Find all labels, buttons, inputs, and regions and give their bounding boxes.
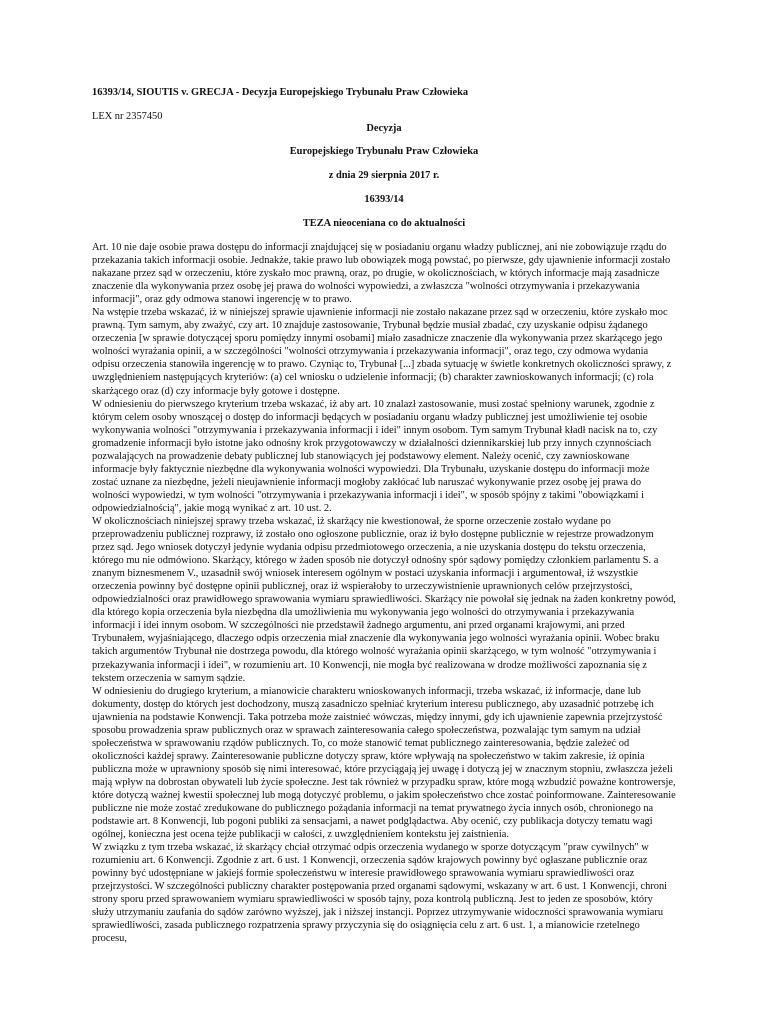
decision-date: z dnia 29 sierpnia 2017 r. — [328, 170, 440, 181]
thesis-label: TEZA nieoceniana co do aktualności — [302, 218, 466, 229]
thesis-body — [92, 241, 676, 946]
paragraph: W związku z tym trzeba wskazać, iż skarżący chciał otrzymać odpis orzeczenia wydanego w sporze dotyczącym "praw cywilnych" w rozumieniu art. 6 Konwencji. Zgodnie z art. 6 ust. 1 Konwencji, orzeczenia sądów krajowych powinny być ogłaszane publicznie oraz powinny być udostępniane w jakiejś formie społeczeństwu w interesie prawidłowego sprawowania wymiaru sprawiedliwości oraz przejrzystości. W szczególności publiczny charakter postępowania przed organami sądowymi, wskazany w art. 6 ust. 1 Konwencji, chroni strony sporu przed sprawowaniem wymiaru sprawiedliwości w sposób tajny, poza kontrolą publiczną. Jest to jeden ze sposobów, który służy utrzymaniu zaufania do sądów zarówno wyższej, jak i niższej instancji. Poprzez utrzymywanie widoczności sprawowania wymiaru sprawiedliwości, zasada publicznego rozpatrzenia sprawy przyczynia się do osiągnięcia celu z art. 6 ust. 1, a mianowicie rzetelnego procesu, — [92, 842, 668, 945]
paragraph: W odniesieniu do pierwszego kryterium trzeba wskazać, iż aby art. 10 znalazł zastosowanie, musi zostać spełniony warunek, zgodnie z którym celem osoby wnoszącej o dostęp do informacji będących w posiadaniu organu władzy publicznej jest umożliwienie tej osobie wykonywania wolności "otrzymywania i przekazywania informacji i idei" innym osobom. Tym samym Trybunał kładł nacisk na to, czy gromadzenie informacji było istotne jako odnośny krok przygotowawczy w działalności dziennikarskiej lub przy innych czynnościach pozwalających na prowadzenie debaty publicznej lub stanowiących jej podstawowy element. Należy ocenić, czy zawnioskowane informacje były faktycznie niezbędne dla wykonywania wolności wypowiedzi. Dla Trybunału, uzyskanie dostępu do informacji może zostać uznane za niezbędne, jeżeli nieujawnienie informacji mogłoby zakłócać lub naruszać wykonywanie przez osobę jej prawa do wolności wypowiedzi, w tym wolności "otrzymywania i przekazywania informacji i idei", w sposób spójny z takimi "obowiązkami i odpowiedzialnością", jakie mogą wynikać z art. 10 ust. 2. — [92, 398, 658, 514]
lex-number: LEX nr 2357450 — [92, 111, 163, 122]
case-number: 16393/14 — [364, 194, 404, 205]
paragraph: W odniesieniu do drugiego kryterium, a mianowicie charakteru wnioskowanych informacji, trzeba wskazać, iż informacje, dane lub dokumenty, dostęp do których jest dochodzony, muszą zasadniczo spełniać kryterium interesu publicznego, aby uzasadnić potrzebę ich ujawnienia na podstawie Konwencji. Taka potrzeba może zaistnieć wówczas, między innymi, gdy ich ujawnienie zapewnia przejrzystość sposobu prowadzenia spraw publicznych oraz w sprawach zainteresowania całego społeczeństwa, pozwalając tym samym na udział społeczeństwa w sprawowaniu rządów publicznych. To, co może stanowić temat publicznego zainteresowania, będzie zależeć od okoliczności każdej sprawy. Zainteresowanie publiczne dotyczy spraw, które wpływają na społeczeństwo w takim zakresie, iż opinia publiczna może w uprawniony sposób się nimi interesować, które przyciągają jej uwagę i dotyczą jej w znacznym stopniu, zwłaszcza jeżeli mają wpływ na dobrostan obywateli lub życie społeczne. Jest tak również w przypadku spraw, które mogą wzbudzić poważne kontrowersje, które dotyczą ważnej kwestii społecznej lub mogą dotyczyć problemu, o jakim społeczeństwo chce zostać poinformowane. Zainteresowanie publiczne nie może zostać zredukowane do publicznego pożądania informacji na temat prywatnego życia innych osób, chronionego na podstawie art. 8 Konwencji, lub pogoni publiki za sensacjami, a nawet podglądactwa. Aby ocenić, czy publikacja dotyczy tematu wagi ogólnej, konieczna jest ocena tejże publikacji w całości, z uwzględnieniem kontekstu jej zaistnienia. — [92, 685, 676, 841]
document-heading: 16393/14, SIOUTIS v. GRECJA - Decyzja Europejskiego Trybunału Praw Człowieka — [92, 87, 469, 98]
court-name: Europejskiego Trybunału Praw Człowieka — [289, 146, 479, 157]
paragraph: Art. 10 nie daje osobie prawa dostępu do informacji znajdującej się w posiadaniu organu władzy publicznej, ani nie zobowiązuje rządu do przekazania takich informacji osobie. Jednakże, takie prawo lub obowiązek mogą powstać, po pierwsze, gdy ujawnienie informacji zostało nakazane przez sąd w orzeczeniu, które zyskało moc prawną, oraz, po drugie, w okolicznościach, w których informacje mają zasadnicze znaczenie dla wykonywania przez osobę jej prawa do wolności wypowiedzi, a zwłaszcza "wolności otrzymywania i przekazywania informacji", oraz gdy odmowa stanowi ingerencję w to prawo. — [92, 242, 671, 306]
paragraph: Na wstępie trzeba wskazać, iż w niniejszej sprawie ujawnienie informacji nie zostało nakazane przez sąd w orzeczeniu, które zyskało moc prawną. Tym samym, aby zważyć, czy art. 10 znajduje zastosowanie, Trybunał będzie musiał zbadać, czy uzyskanie odpisu żądanego orzeczenia [w sprawie dotyczącej sporu pomiędzy innymi osobami] miało zasadnicze znaczenie dla wykonywania przez skarżącego jego wolności wyrażania opinii, a w szczególności "wolności otrzymywania i przekazywania informacji", oraz tego, czy odmowa wydania odpisu orzeczenia stanowiła ingerencję w to prawo. Czyniąc to, Trybunał [...] zbada sytuację w świetle konkretnych okoliczności sprawy, z uwzględnieniem następujących kryteriów: (a) cel wniosku o udzielenie informacji; (b) charakter zawnioskowanych informacji; (c) rola skarżącego oraz (d) czy informacje były gotowe i dostępne. — [92, 307, 672, 397]
paragraph: W okolicznościach niniejszej sprawy trzeba wskazać, iż skarżący nie kwestionował, że sporne orzeczenie zostało wydane po przeprowadzeniu publicznej rozprawy, iż zostało ono ogłoszone publicznie, oraz iż było dostępne publicznie w rejestrze prowadzonym przez sąd. Jego wniosek dotyczył jedynie wydania odpisu przedmiotowego orzeczenia, a nie uzyskania dostępu do tekstu orzeczenia, którego mu nie odmówiono. Skarżący, którego w żaden sposób nie dotyczył odnośny spór sądowy pomiędzy członkiem parlamentu S. a znanym biznesmenem V., uzasadnił swój wniosek interesem ogólnym w postaci uzyskania informacji i argumentował, iż wszystkie orzeczenia powinny być dostępne opinii publicznej, oraz iż wspierałoby to urzeczywistnienie uprawnionych celów przejrzystości, odpowiedzialności oraz prawidłowego sprawowania wymiaru sprawiedliwości. Skarżący nie powołał się jednak na żaden konkretny powód, dla którego kopia orzeczenia była niezbędna dla umożliwienia mu wykonywania jego wolności do otrzymywania i przekazywania informacji i idei innym osobom. W szczególności nie przedstawił żadnego argumentu, ani przed organami krajowymi, ani przed Trybunałem, wyjaśniającego, dlaczego odpis orzeczenia miał znaczenie dla wykonywania jego wolności wyrażania opinii. Wobec braku takich argumentów Trybunał nie dostrzega powodu, dla którego wolność wyrażania opinii skarżącego, w tym wolność "otrzymywania i przekazywania informacji i idei", w rozumieniu art. 10 Konwencji, nie mogła być realizowana w drodze możliwości zapoznania się z tekstem orzeczenia w samym sądzie. — [92, 515, 677, 684]
decision-title: Decyzja — [366, 123, 402, 134]
